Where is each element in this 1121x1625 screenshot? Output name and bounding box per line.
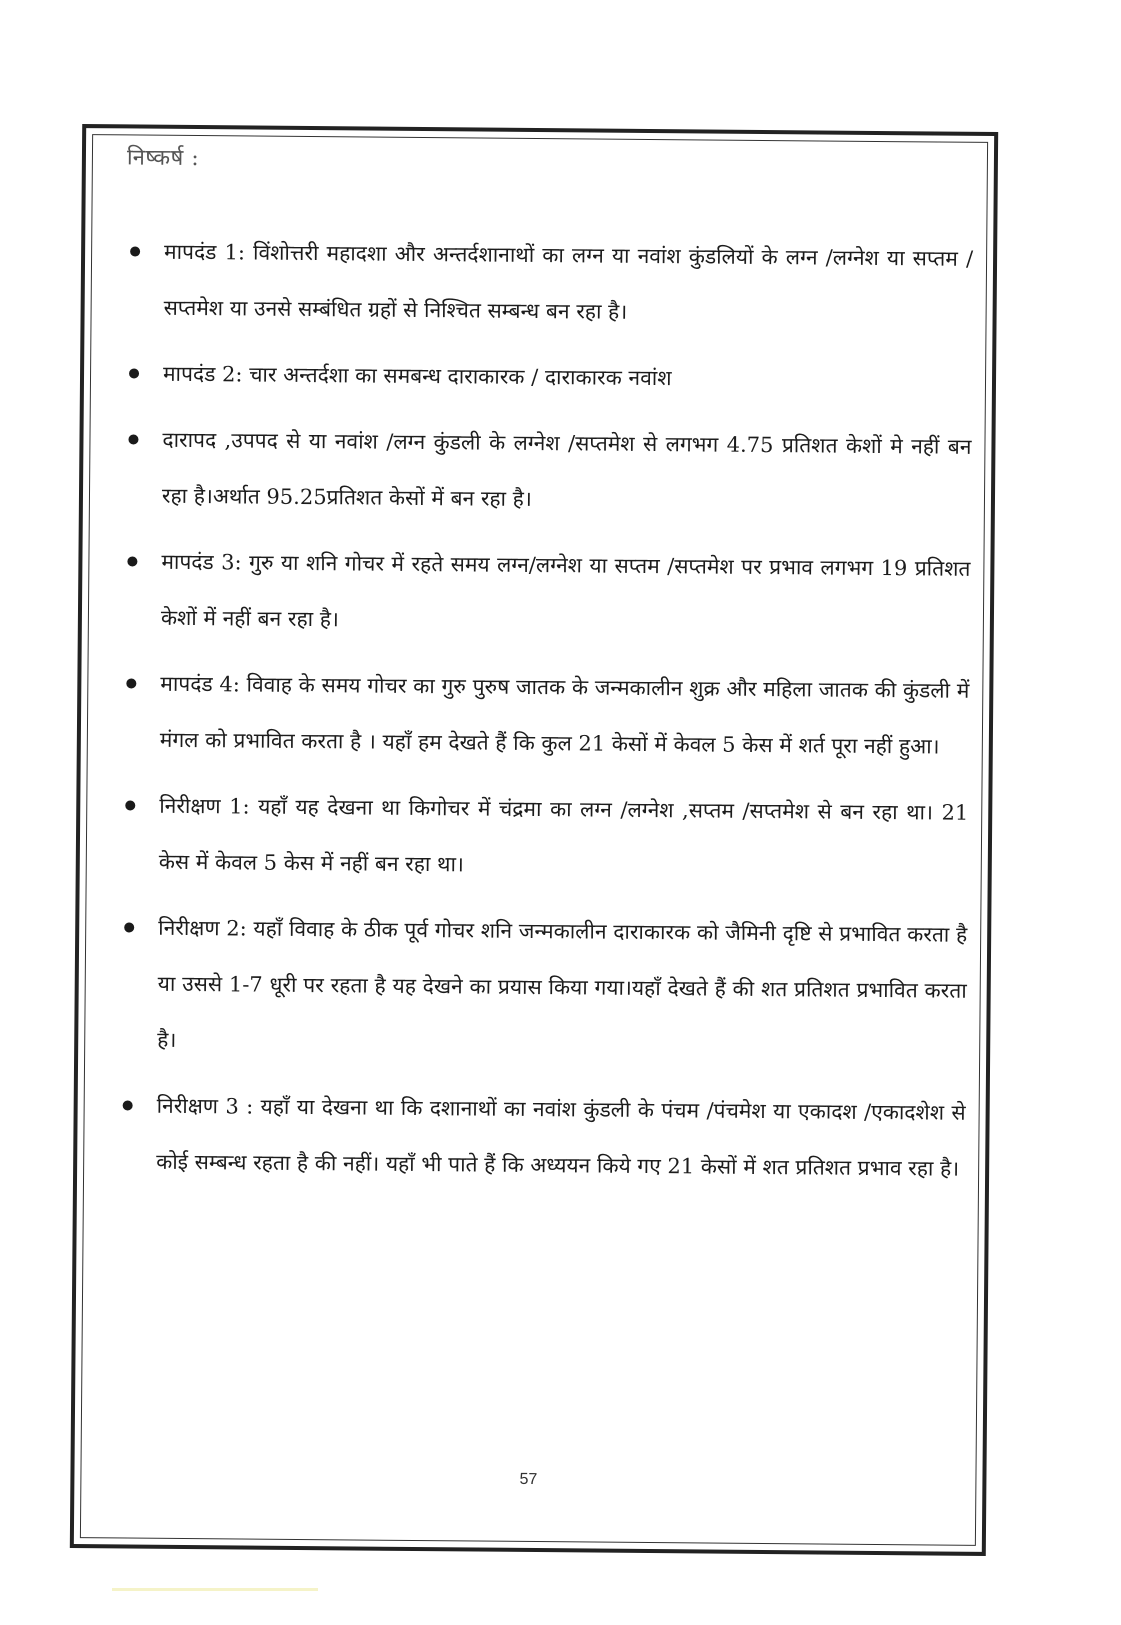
conclusion-list <box>120 223 973 1206</box>
bullet-icon <box>127 556 137 566</box>
list-item <box>123 777 969 896</box>
list-item-text: निरीक्षण 1: यहाँ यह देखना था किगोचर में चंद्रमा का लग्न /लग्नेश ,सप्तम /सप्तमेश से बन रहा था। 21 केस में केवल 5 केस में नहीं बन रहा था। <box>158 793 969 877</box>
list-item-text: मापदंड 2: चार अन्तर्दशा का समबन्ध दाराकारक / दाराकारक नवांश <box>162 361 672 391</box>
list-item-text: मापदंड 3: गुरु या शनि गोचर में रहते समय लग्न/लग्नेश या सप्तम /सप्तमेश पर प्रभाव लगभग 19 प्रतिशत केशों में नहीं बन रहा है। <box>160 549 971 632</box>
bullet-icon <box>129 368 139 378</box>
bullet-icon <box>125 800 135 810</box>
list-item <box>127 345 972 408</box>
bullet-icon <box>126 678 136 688</box>
list-item-text: निरीक्षण 3 : यहाँ या देखना था कि दशानाथों का नवांश कुंडली के पंचम /पंचमेश या एकादश /एकादशेश से कोई सम्बन्ध रहता है की नहीं। यहाँ भी पाते हैं कि अध्ययन किये गए 21 केसों में शत प्रतिशत प्रभाव रहा है। <box>156 1093 966 1181</box>
list-item-text: निरीक्षण 2: यहाँ विवाह के ठीक पूर्व गोचर शनि जन्मकालीन दाराकारक को जैमिनी दृष्टि से प्रभावित करता है या उससे 1-7 धूरी पर रहता है यह देखने का प्रयास किया गया।यहाँ देखते हैं की शत प्रतिशत प्रभावित करता है। <box>157 915 968 1052</box>
list-item-text: दारापद ,उपपद से या नवांश /लग्न कुंडली के लग्नेश /सप्तमेश से लगभग 4.75 प्रतिशत केशों मे नहीं बन रहा है।अर्थात 95.25प्रतिशत केसों में बन रहा है। <box>161 427 972 511</box>
list-item-text: मापदंड 4: विवाह के समय गोचर का गुरु पुरुष जातक के जन्मकालीन शुक्र और महिला जातक की कुंडली में मंगल को प्रभावित करता है । यहाँ हम देखते हैं कि कुल 21 केसों में केवल 5 केस में शर्त पूरा नहीं हुआ। <box>159 671 970 759</box>
list-item <box>124 655 970 774</box>
list-item <box>127 223 973 342</box>
bullet-icon <box>124 922 134 932</box>
list-item <box>120 1077 966 1196</box>
highlight-mark <box>112 1588 318 1591</box>
list-item <box>121 899 967 1074</box>
page-border-outer <box>70 124 998 1556</box>
list-item-text: मापदंड 1: विंशोत्तरी महादशा और अन्तर्दशानाथों का लग्न या नवांश कुंडलियों के लग्न /लग्नेश या सप्तम /सप्तमेश या उनसे सम्बंधित ग्रहों से निश्चित सम्बन्ध बन रहा है। <box>163 239 974 324</box>
list-item <box>125 533 971 652</box>
page-number: 57 <box>519 1470 538 1489</box>
page-border-inner <box>80 134 988 1546</box>
section-heading: निष्कर्ष : <box>126 145 200 172</box>
bullet-icon <box>123 1100 133 1110</box>
bullet-icon <box>130 246 140 256</box>
bullet-icon <box>128 434 138 444</box>
list-item <box>126 411 972 530</box>
